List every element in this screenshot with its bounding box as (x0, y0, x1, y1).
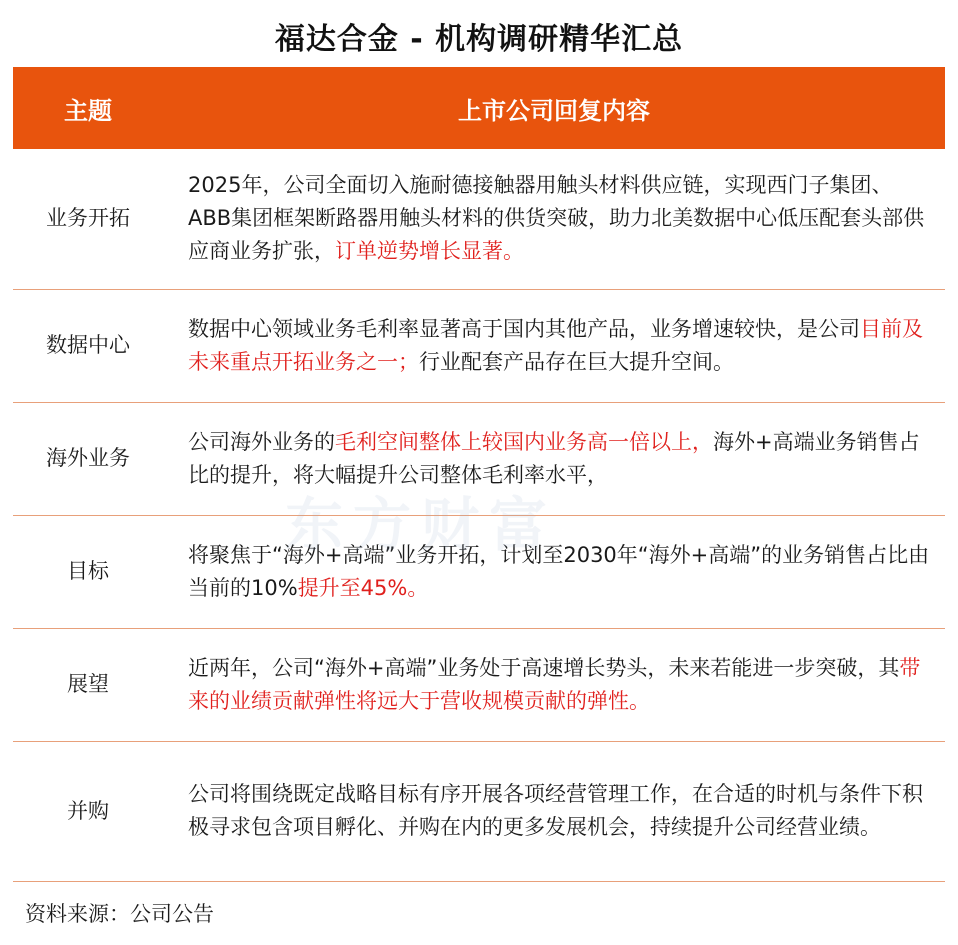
research-summary-table (13, 67, 945, 882)
watermark-logo-text: 东方财富 (285, 491, 558, 559)
content-text: 行业配套产品存在巨大提升空间。 (419, 349, 734, 374)
content-text: 将聚焦于“海外+高端”业务开拓，计划至2030年“海外+高端”的业务销售占比由当前的10% (188, 542, 930, 600)
row-content (163, 628, 945, 741)
content-text: 海外+高端业务销售占比的提升，将大幅提升公司整体毛利率水平， (188, 429, 920, 487)
content-text: 数据中心领域业务毛利率显著高于国内其他产品，业务增速较快，是公司 (188, 316, 860, 341)
table-header-row (13, 67, 945, 149)
row-content (163, 289, 945, 402)
row-topic: 海外业务 (13, 402, 163, 515)
row-content (163, 149, 945, 289)
highlighted-text: 毛利空间整体上较国内业务高一倍以上， (335, 429, 713, 454)
row-content (163, 741, 945, 881)
row-topic: 数据中心 (13, 289, 163, 402)
content-text: 公司海外业务的 (188, 429, 335, 454)
highlighted-text: 订单逆势增长显著。 (335, 239, 524, 264)
table-row (13, 149, 945, 289)
table-row (13, 628, 945, 741)
page-title: 福达合金 - 机构调研精华汇总 (274, 22, 684, 57)
row-topic: 展望 (13, 628, 163, 741)
row-topic: 并购 (13, 741, 163, 881)
table-row (13, 289, 945, 402)
content-text: 公司将围绕既定战略目标有序开展各项经营管理工作，在合适的时机与条件下积极寻求包含项目孵化、并购在内的更多发展机会，持续提升公司经营业绩。 (188, 782, 923, 839)
highlighted-text: 带来的业绩贡献弹性将远大于营收规模贡献的弹性。 (188, 655, 921, 713)
table-row (13, 402, 945, 515)
header-content: 上市公司回复内容 (163, 67, 945, 149)
row-topic: 业务开拓 (13, 149, 163, 289)
table-row (13, 515, 945, 628)
source-note: 资料来源：公司公告 (25, 902, 214, 926)
highlighted-text: 提升至45%。 (297, 575, 429, 600)
table-row (13, 741, 945, 881)
content-text: 2025年，公司全面切入施耐德接触器用触头材料供应链，实现西门子集团、ABB集团框架断路器用触头材料的供货突破，助力北美数据中心低压配套头部供应商业务扩张， (188, 173, 925, 264)
header-topic: 主题 (13, 67, 163, 149)
row-content (163, 402, 945, 515)
content-text: 近两年，公司“海外+高端”业务处于高速增长势头，未来若能进一步突破，其 (188, 655, 900, 680)
row-topic: 目标 (13, 515, 163, 628)
highlighted-text: 目前及未来重点开拓业务之一； (188, 316, 923, 374)
row-content (163, 515, 945, 628)
